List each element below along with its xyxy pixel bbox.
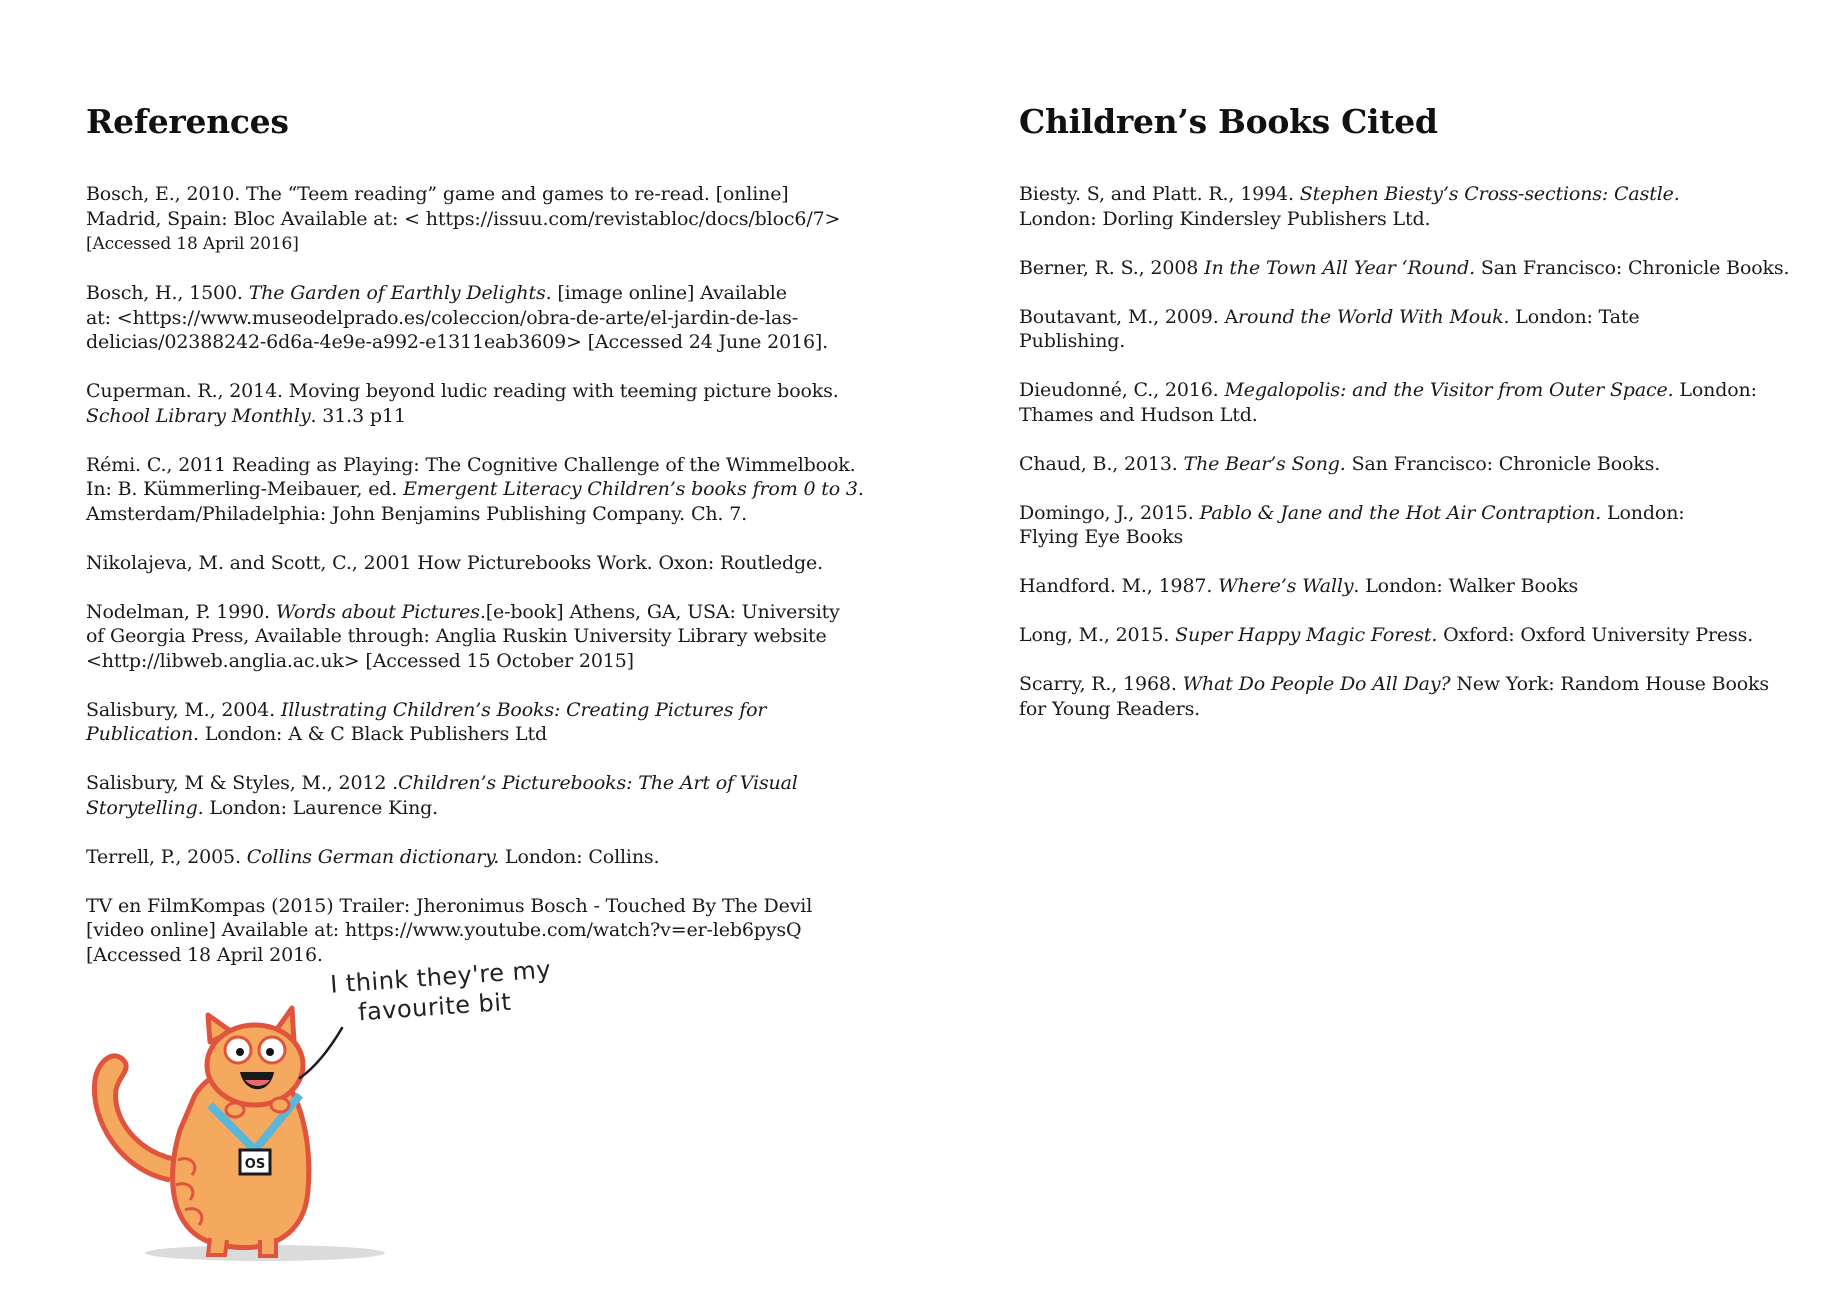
- citation-line: [86, 698, 866, 723]
- citation-text: . London: Walker Books: [1353, 575, 1579, 597]
- citation-text: London: Tate: [1509, 305, 1640, 328]
- citation-title-text: Super Happy Magic Forest.: [1175, 624, 1438, 646]
- citation-text: Bosch, E., 2010. The “Teem reading” game and games to re-read. [online]: [86, 183, 789, 205]
- citation-text: . London: A & C Black Publishers Ltd: [193, 723, 548, 745]
- citation-line: [1019, 574, 1819, 599]
- citation-entry: [1019, 623, 1819, 648]
- citation-text: New York: Random House Books: [1450, 673, 1770, 695]
- references-heading: References: [86, 102, 289, 141]
- childrens-books-column: [1019, 100, 1819, 746]
- citation-text: TV en FilmKompas (2015) Trailer: Jheronimus Bosch - Touched By The Devil: [86, 894, 813, 917]
- citation-line: [1019, 623, 1819, 648]
- citation-title-text: Illustrating Children’s Books: Creating Pictures for: [280, 698, 767, 721]
- citation-entry: [1019, 672, 1819, 721]
- citation-title-text: The Garden of Earthly Delights.: [248, 282, 552, 304]
- citation-text: Scarry, R., 1968.: [1019, 673, 1183, 695]
- citation-title-text: Publication: [86, 723, 194, 745]
- cat-tail: [94, 1056, 180, 1180]
- cat-pupil-left: [236, 1048, 244, 1056]
- citation-line: [86, 771, 866, 796]
- speech-pointer: [300, 1028, 342, 1078]
- citation-text: Nikolajeva, M. and Scott, C., 2001 How Picturebooks Work. Oxon: Routledge.: [86, 551, 824, 574]
- citation-line: [86, 404, 866, 429]
- citation-line: [86, 281, 866, 306]
- citation-line: [86, 182, 866, 207]
- right-page: [924, 0, 1848, 1307]
- citation-entry: [86, 379, 866, 428]
- citation-text: Long, M., 2015.: [1019, 624, 1176, 646]
- citation-title-text: The Bear’s Song.: [1183, 452, 1346, 475]
- citation-line: [1019, 207, 1819, 232]
- references-column: [86, 100, 866, 992]
- citation-line: [86, 453, 866, 478]
- citation-text: Salisbury, M., 2004.: [86, 698, 281, 721]
- citation-entry: [86, 453, 866, 527]
- citation-entry: [86, 281, 866, 355]
- citation-title-text: Emergent Literacy Children’s books from 0 to 3.: [403, 478, 864, 500]
- citation-text: Berner, R. S., 2008: [1019, 256, 1205, 279]
- citation-text: Nodelman, P. 1990.: [86, 600, 276, 623]
- citation-entry: [1019, 501, 1819, 550]
- citation-line: [86, 600, 866, 625]
- citation-title-text: School Library Monthly: [86, 404, 311, 427]
- cat-leg-right: [260, 1238, 276, 1256]
- citation-text: London:: [1673, 379, 1757, 401]
- citation-text: San Francisco: Chronicle Books.: [1345, 452, 1661, 475]
- speech-bubble-line-1: I think they're my: [329, 955, 552, 999]
- citation-text: Boutavant, M., 2009. A: [1019, 305, 1239, 328]
- citation-line: [86, 231, 866, 257]
- citation-entry: [86, 600, 866, 674]
- childrens-books-list: [1019, 182, 1819, 721]
- citation-title-text: Megalopolis: and the Visitor from Outer Space.: [1224, 379, 1674, 401]
- citation-text: Dieudonné, C., 2016.: [1019, 379, 1225, 401]
- citation-title-text: Collins German dictionary.: [246, 845, 500, 868]
- citation-entry: [86, 894, 866, 968]
- citation-text: London: Dorling Kindersley Publishers Ltd.: [1019, 207, 1431, 230]
- cat-leg-left: [208, 1238, 227, 1255]
- citation-line: [1019, 672, 1819, 697]
- citation-entry: [1019, 452, 1819, 477]
- citation-line: [1019, 378, 1819, 403]
- citation-text: Salisbury, M & Styles, M., 2012 .: [86, 772, 399, 794]
- citation-line: [86, 477, 866, 502]
- citation-text: Amsterdam/Philadelphia: John Benjamins Publishing Company. Ch. 7.: [86, 502, 748, 525]
- cat-paw-right: [271, 1098, 289, 1112]
- citation-line: [86, 624, 866, 649]
- citation-title-text: In the Town All Year ‘Round.: [1204, 256, 1475, 279]
- citation-entry: [1019, 305, 1819, 354]
- citation-text: London: Laurence King.: [203, 796, 439, 819]
- citation-line: [86, 845, 866, 870]
- cat-pupil-right: [266, 1048, 274, 1056]
- citation-text: Bosch, H., 1500.: [86, 282, 249, 304]
- citation-text: Biesty. S, and Platt. R., 1994.: [1019, 183, 1300, 205]
- citation-line: [86, 330, 866, 355]
- citation-title-text: Stephen Biesty’s Cross-sections: Castle.: [1299, 183, 1680, 205]
- childrens-books-heading: Children’s Books Cited: [1019, 102, 1438, 141]
- name-badge-text: OS: [244, 1157, 266, 1172]
- citation-text: [Accessed 18 April 2016]: [86, 234, 299, 254]
- citation-entry: [86, 551, 866, 576]
- citation-line: [1019, 452, 1819, 477]
- cat-head: [207, 1025, 303, 1105]
- citation-text: for Young Readers.: [1019, 697, 1201, 720]
- citation-text: [e-book] Athens, GA, USA: University: [485, 600, 840, 623]
- citation-text: . 31.3 p11: [310, 404, 406, 427]
- citation-line: [1019, 403, 1819, 428]
- citation-line: [1019, 256, 1819, 281]
- citation-title-text: Where’s Wally: [1218, 575, 1354, 597]
- citation-line: [1019, 525, 1819, 550]
- citation-line: [86, 551, 866, 576]
- citation-line: [1019, 182, 1819, 207]
- citation-text: Rémi. C., 2011 Reading as Playing: The Cognitive Challenge of the Wimmelbook.: [86, 453, 856, 476]
- citation-line: [86, 502, 866, 527]
- citation-text: London: Collins.: [499, 845, 660, 868]
- citation-text: [video online] Available at: https://www.youtube.com/watch?v=er-leb6pysQ: [86, 919, 802, 941]
- citation-line: [86, 722, 866, 747]
- cat-illustration: [60, 955, 580, 1270]
- citation-line: [1019, 697, 1819, 722]
- citation-text: [image online] Available: [551, 282, 787, 304]
- citation-text: Madrid, Spain: Bloc Available at: < https://issuu.com/revistabloc/docs/bloc6/7>: [86, 207, 841, 230]
- citation-line: [1019, 501, 1819, 526]
- citation-text: Cuperman. R., 2014. Moving beyond ludic reading with teeming picture books.: [86, 380, 839, 402]
- citation-title-text: Children’s Picturebooks: The Art of Visual: [398, 772, 798, 794]
- citation-text: Domingo, J., 2015.: [1019, 501, 1200, 524]
- citation-line: [1019, 305, 1819, 330]
- citation-title-text: What Do People Do All Day?: [1182, 673, 1451, 695]
- citation-title-text: Storytelling.: [86, 796, 204, 819]
- citation-text: [Accessed 18 April 2016.: [86, 943, 323, 966]
- citation-text: Handford. M., 1987.: [1019, 575, 1219, 597]
- citation-text: delicias/02388242-6d6a-4e9e-a992-e1311eab3609> [Accessed 24 June 2016].: [86, 331, 829, 353]
- citation-text: Terrell, P., 2005.: [86, 845, 247, 868]
- citation-line: [86, 379, 866, 404]
- citation-title-text: Pablo & Jane and the Hot Air Contraption.: [1199, 501, 1602, 524]
- citation-text: at: <https://www.museodelprado.es/coleccion/obra-de-arte/el-jardin-de-las-: [86, 306, 798, 329]
- citation-text: San Francisco: Chronicle Books.: [1474, 256, 1790, 279]
- citation-text: Publishing.: [1019, 330, 1126, 352]
- citation-line: [86, 918, 866, 943]
- citation-text: of Georgia Press, Available through: Anglia Ruskin University Library website: [86, 625, 827, 647]
- citation-entry: [1019, 574, 1819, 599]
- citation-line: [86, 796, 866, 821]
- citation-text: <http://libweb.anglia.ac.uk> [Accessed 15 October 2015]: [86, 649, 634, 672]
- citation-entry: [86, 182, 866, 257]
- citation-text: Oxford: Oxford University Press.: [1437, 624, 1754, 646]
- citation-entry: [1019, 256, 1819, 281]
- citation-entry: [1019, 182, 1819, 231]
- citation-line: [86, 649, 866, 674]
- citation-entry: [86, 698, 866, 747]
- citation-line: [86, 894, 866, 919]
- citation-line: [1019, 329, 1819, 354]
- citation-title-text: Words about Pictures.: [275, 600, 486, 623]
- speech-bubble-line-2: favourite bit: [357, 987, 513, 1027]
- citation-text: London:: [1601, 501, 1685, 524]
- citation-text: Flying Eye Books: [1019, 526, 1184, 548]
- citation-line: [86, 306, 866, 331]
- citation-entry: [1019, 378, 1819, 427]
- citation-text: Thames and Hudson Ltd.: [1019, 403, 1258, 426]
- cat-paw-left: [226, 1103, 244, 1117]
- citation-line: [86, 207, 866, 232]
- references-list: [86, 182, 866, 967]
- citation-entry: [86, 845, 866, 870]
- citation-entry: [86, 771, 866, 820]
- citation-text: Chaud, B., 2013.: [1019, 452, 1184, 475]
- citation-title-text: round the World With Mouk.: [1238, 305, 1510, 328]
- citation-text: In: B. Kümmerling-Meibauer, ed.: [86, 478, 404, 500]
